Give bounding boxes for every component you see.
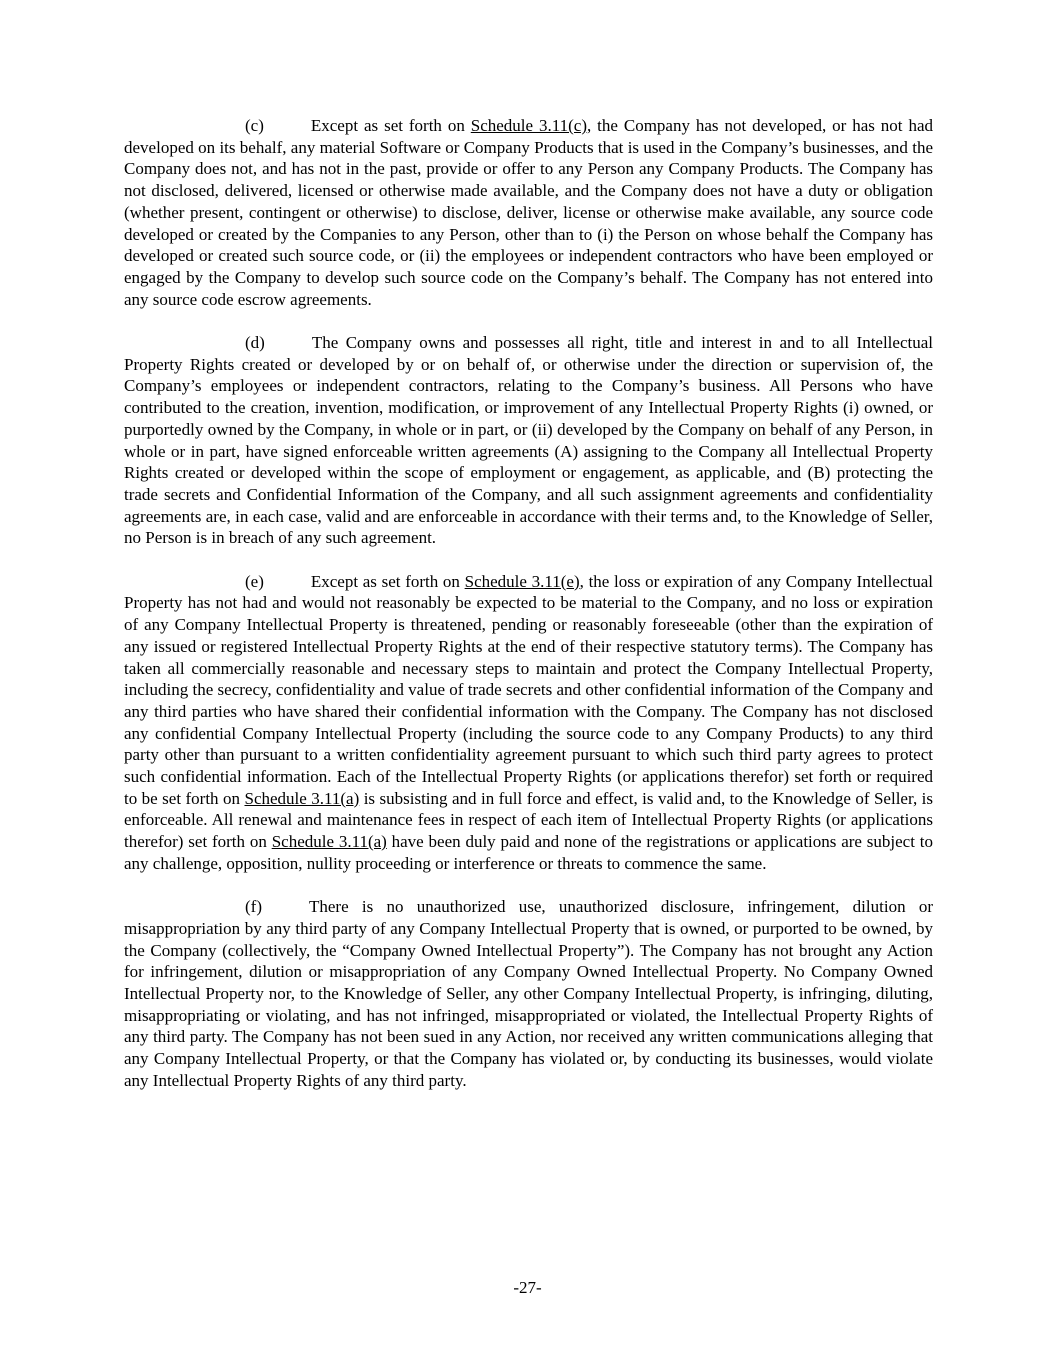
paragraph-label: (d) xyxy=(245,333,265,353)
text-run: There is no unauthorized use, unauthorized disclosure, infringement, dilution or misappropriation by any third party of any Company Intellectual Property that is owned, or purported to be owned, by the Company (collectively, the “Company Owned Intellectual Property”). The Company has not brought any Action for infringement, dilution or misappropriation of any Company Owned Intellectual Property. No Company Owned Intellectual Property nor, to the Knowledge of Seller, any other Company Intellectual Property, is infringing, diluting, misappropriating or violating, and has not infringed, misappropriated or violated, the Intellectual Property Rights of any third party. The Company has not been sued in any Action, nor received any written communications alleging that any Company Intellectual Property, or that the Company has violated or, by conducting its businesses, would violate any Intellectual Property Rights of any third party. xyxy=(124,897,933,1090)
text-run: is subsisting and in full force and effect, is valid and, to the Knowledge of Seller, is enforceable. All renewal and maintenance fees in respect of each item of Intellectual Property Rights (or applications therefor) set forth on xyxy=(124,788,933,852)
text-run: , the loss or expiration of any Company Intellectual Property has not had and would not reasonably be expected to be material to the Company, and no loss or expiration of any Company Intellectual Property is threatened, pending or reasonably foreseeable (other than the expiration of any issued or registered Intellectual Property Rights at the end of their respective statutory terms). The Company has taken all commercially reasonable and necessary steps to maintain and protect the Company Intellectual Property, including the secrecy, confidentiality and value of trade secrets and other confidential information of the Company and any third parties who have shared their confidential information with the Company. The Company has not disclosed any confidential Company Intellectual Property (including the source code to any Company Products) to any third party other than pursuant to a written confidentiality agreement pursuant to which such third party agrees to protect such confidential information. Each of the Intellectual Property Rights (or applications therefor) set forth or required to be set forth on xyxy=(124,571,933,808)
paragraph-d xyxy=(124,332,933,549)
paragraph-label: (c) xyxy=(245,116,264,135)
schedule-reference: Schedule 3.11(a) xyxy=(271,832,387,852)
text-run: Except as set forth on xyxy=(310,116,471,135)
text-run: have been duly paid and none of the registrations or applications are subject to any challenge, opposition, nullity proceeding or interference or threats to commence the same. xyxy=(124,832,933,873)
text-run: The Company owns and possesses all right, title and interest in and to all Intellectual Property Rights created or developed by or on behalf of, or otherwise under the direction or supervision of, the Company’s employees or independent contractors, relating to the Company’s business. All Persons who have contributed to the creation, invention, modification, or improvement of any Intellectual Property Rights (i) owned, or purportedly owned by the Company, in whole or in part, or (ii) developed by the Company on behalf of any Person, in whole or in part, have signed enforceable written agreements (A) assigning to the Company all Intellectual Property Rights created or developed within the scope of employment or engagement, as applicable, and (B) protecting the trade secrets and Confidential Information of the Company, and all such assignment agreements and confidentiality agreements are, in each case, valid and are enforceable in accordance with their terms and, to the Knowledge of Seller, no Person is in breach of any such agreement. xyxy=(124,333,933,548)
page-footer xyxy=(0,1277,1055,1299)
document-body xyxy=(124,115,933,1092)
text-run: , the Company has not developed, or has not had developed on its behalf, any material Software or Company Products that is used in the Company’s businesses, and the Company does not, and has not in the past, provide or offer to any Person any Company Products. The Company has not disclosed, delivered, licensed or otherwise made available, and the Company does not have a duty or obligation (whether present, contingent or otherwise) to disclose, deliver, license or otherwise make available, any source code developed or created by the Companies to any Person, other than to (i) the Person on whose behalf the Company has developed or created such source code, or (ii) the employees or independent contractors who have been employed or engaged by the Company to develop such source code on the Company’s behalf. The Company has not entered into any source code escrow agreements. xyxy=(124,116,933,309)
schedule-reference: Schedule 3.11(c) xyxy=(470,116,587,135)
paragraph-f xyxy=(124,896,933,1091)
schedule-reference: Schedule 3.11(e) xyxy=(464,571,580,591)
paragraph-label: (f) xyxy=(245,897,262,917)
paragraph-e xyxy=(124,571,933,875)
page-number: -27- xyxy=(513,1278,542,1297)
paragraph-c xyxy=(124,115,933,310)
schedule-reference: Schedule 3.11(a) xyxy=(244,788,360,808)
paragraph-label: (e) xyxy=(245,571,264,591)
text-run: Except as set forth on xyxy=(310,571,465,591)
